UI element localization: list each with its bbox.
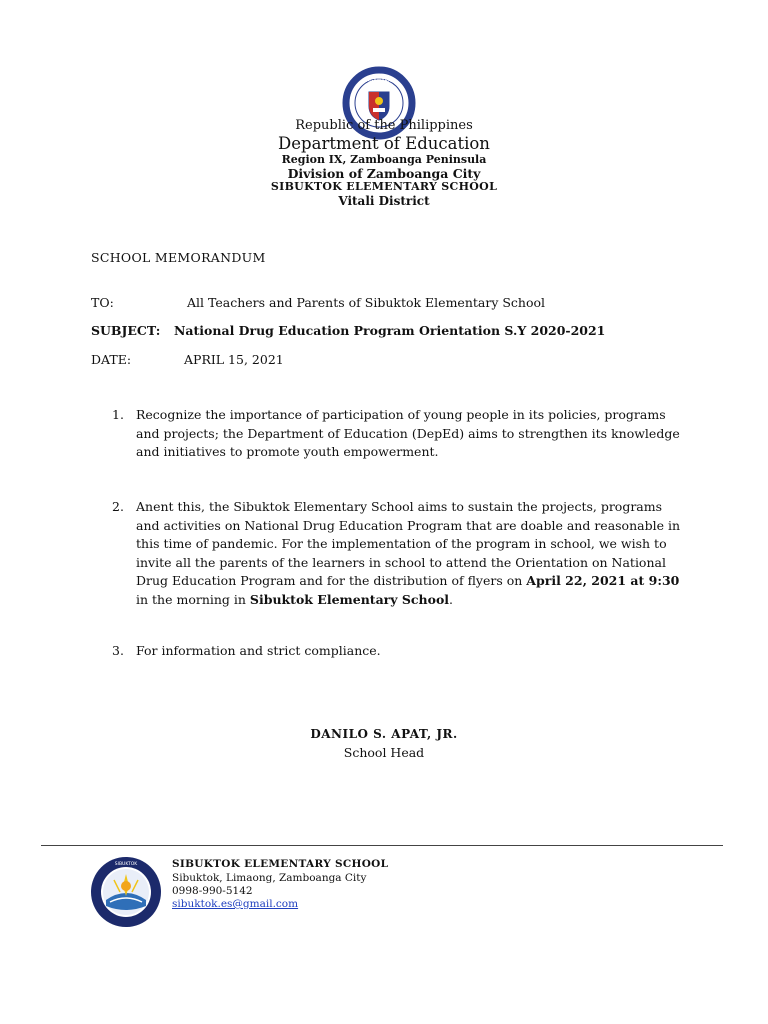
svg-text:KAGAWARAN: KAGAWARAN [362,78,396,84]
event-venue: Sibuktok Elementary School [249,591,450,607]
footer-email-link[interactable]: sibuktok.es@gmail.com [172,898,299,910]
region-heading: Region IX, Zamboanga Peninsula [281,153,487,166]
footer-address: Sibuktok, Limaong, Zamboanga City [172,872,367,884]
footer-school-name: SIBUKTOK ELEMENTARY SCHOOL [172,858,389,870]
item-text-part: . [449,591,454,607]
footer-phone: 0998-990-5142 [172,885,253,897]
subject-label: SUBJECT: [91,323,161,338]
school-heading: SIBUKTOK ELEMENTARY SCHOOL [270,180,498,193]
subject-value: National Drug Education Program Orientation S.Y 2020-2021 [174,323,606,338]
item-number: 1. [112,407,124,422]
item-text: For information and strict compliance. [136,643,381,658]
item-text [136,498,681,609]
date-value: APRIL 15, 2021 [184,352,284,367]
school-logo-icon [90,856,162,928]
footer-divider [41,845,723,846]
item-number: 2. [112,499,124,514]
item-text-part: Anent this, the Sibuktok Elementary School aims to sustain the projects, programs and activities on National Drug Education Program that are doable and reasonable in this time of pandemic. For the implementation of the program in school, we wish to invite all the parents of the learners in school to attend the Orientation on National Drug Education Program and for the distribution of flyers on [136,499,681,588]
event-datetime: April 22, 2021 at 9:30 [526,573,680,588]
date-label: DATE: [91,352,132,367]
republic-heading: Republic of the Philippines [295,118,473,133]
division-heading: Division of Zamboanga City [287,166,481,181]
to-value: All Teachers and Parents of Sibuktok Elementary School [187,295,546,310]
signatory-name: DANILO S. APAT, JR. [310,727,458,741]
signatory-title: School Head [343,745,425,760]
district-heading: Vitali District [338,194,430,208]
memo-title: SCHOOL MEMORANDUM [91,250,266,265]
department-heading: Department of Education [278,134,490,153]
item-text-part: in the morning in [136,591,250,607]
to-label: TO: [91,295,114,310]
item-text: Recognize the importance of participation of young people in its policies, programs and projects; the Department of Education (DepEd) aims to strengthen its knowledge and initiatives to promote youth empowerment. [136,407,680,459]
item-number: 3. [112,643,124,658]
svg-text:SIBUKTOK: SIBUKTOK [114,862,138,867]
